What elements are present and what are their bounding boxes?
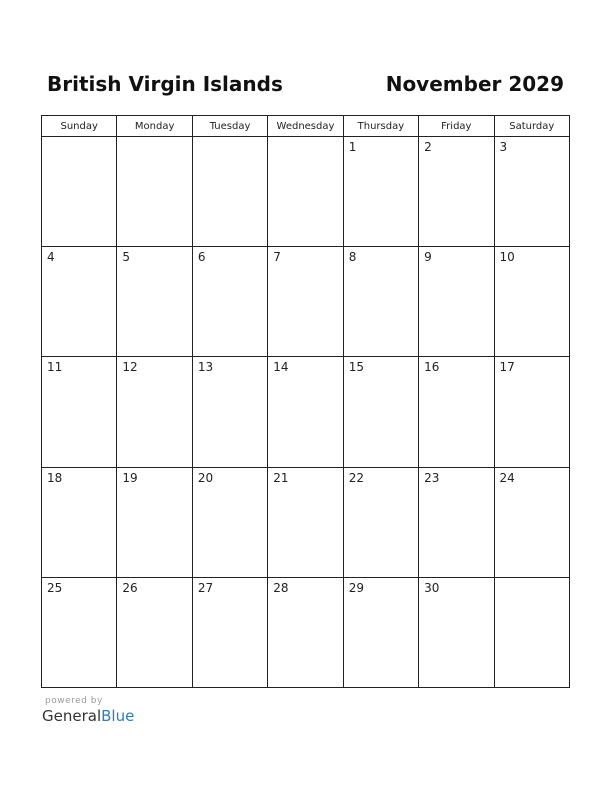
- day-number: 2: [424, 140, 432, 154]
- day-cell: [343, 247, 418, 357]
- day-cell: [42, 467, 117, 577]
- month-year-title: November 2029: [385, 72, 564, 96]
- day-cell: [42, 577, 117, 687]
- day-number: 22: [348, 470, 364, 485]
- brand-name-blue: Blue: [101, 707, 135, 725]
- day-cell: [192, 577, 267, 687]
- day-number: 29: [348, 580, 364, 595]
- day-number: 12: [122, 360, 138, 375]
- day-number: 8: [348, 250, 357, 265]
- day-cell: [419, 467, 494, 577]
- day-number: [42, 137, 116, 140]
- day-number: 25: [47, 580, 63, 595]
- day-number: 20: [197, 470, 214, 485]
- day-cell: [192, 247, 267, 357]
- day-cell: [192, 467, 267, 577]
- day-number: 24: [499, 470, 515, 485]
- week-row-1: [42, 137, 570, 247]
- day-number: 17: [499, 360, 515, 375]
- day-cell: [494, 247, 569, 357]
- day-number: [117, 137, 191, 140]
- brand-name-general: General: [42, 707, 102, 725]
- day-cell: [117, 577, 192, 687]
- day-cell: [117, 137, 192, 247]
- day-number: 7: [273, 250, 281, 265]
- weekday-header-row: [42, 116, 570, 137]
- day-cell: [343, 137, 418, 247]
- day-cell: [419, 137, 494, 247]
- day-cell: [494, 357, 569, 467]
- day-number: 6: [197, 250, 206, 265]
- region-title: British Virgin Islands: [47, 72, 283, 96]
- day-number: 23: [424, 470, 440, 485]
- day-number: 13: [197, 360, 214, 375]
- day-number: 15: [348, 360, 364, 375]
- day-number: 19: [122, 470, 138, 485]
- day-cell: [268, 577, 343, 687]
- day-number: 18: [47, 470, 63, 485]
- weekday-header-sunday: Sunday: [42, 116, 117, 137]
- weekday-header-tuesday: Tuesday: [192, 116, 267, 137]
- day-number: 14: [273, 360, 289, 375]
- weekday-header-wednesday: Wednesday: [268, 116, 343, 137]
- weekday-header-saturday: Saturday: [494, 116, 569, 137]
- day-number: 4: [47, 250, 55, 265]
- day-cell: [268, 247, 343, 357]
- weekday-header-monday: Monday: [117, 116, 192, 137]
- day-cell: [343, 467, 418, 577]
- weekday-header-thursday: Thursday: [343, 116, 418, 137]
- day-number: 9: [424, 250, 432, 265]
- day-cell: [268, 467, 343, 577]
- week-row-2: [42, 247, 570, 357]
- day-number: 1: [348, 140, 357, 154]
- day-cell: [343, 577, 418, 687]
- day-cell: [117, 247, 192, 357]
- day-number: [495, 578, 569, 581]
- day-cell: [192, 357, 267, 467]
- day-number: 16: [424, 360, 440, 375]
- day-cell: [343, 357, 418, 467]
- day-cell: [268, 137, 343, 247]
- day-cell: [419, 577, 494, 687]
- day-cell: [419, 247, 494, 357]
- day-cell: [192, 137, 267, 247]
- week-row-5: [42, 577, 570, 687]
- day-number: 21: [273, 470, 289, 485]
- weekday-header-friday: Friday: [419, 116, 494, 137]
- day-number: 28: [273, 580, 289, 595]
- day-cell: [42, 357, 117, 467]
- week-row-3: [42, 357, 570, 467]
- day-number: 11: [47, 360, 63, 375]
- day-cell: [117, 357, 192, 467]
- powered-by-label: powered by: [45, 696, 103, 706]
- day-number: 27: [197, 580, 214, 595]
- day-cell: [494, 137, 569, 247]
- day-cell: [117, 467, 192, 577]
- day-cell: [42, 137, 117, 247]
- day-number: [268, 137, 342, 140]
- day-number: 26: [122, 580, 138, 595]
- brand-name: [42, 707, 134, 725]
- month-calendar-grid: [41, 115, 570, 688]
- week-row-4: [42, 467, 570, 577]
- calendar-header: [42, 70, 570, 100]
- day-number: 5: [122, 250, 131, 265]
- day-cell: [494, 577, 569, 687]
- day-number: 30: [424, 580, 440, 595]
- day-cell: [268, 357, 343, 467]
- day-cell: [419, 357, 494, 467]
- day-cell: [494, 467, 569, 577]
- day-number: [193, 137, 267, 140]
- day-number: 3: [499, 140, 508, 154]
- day-number: 10: [499, 250, 515, 265]
- generalblue-logo: [42, 696, 134, 725]
- day-cell: [42, 247, 117, 357]
